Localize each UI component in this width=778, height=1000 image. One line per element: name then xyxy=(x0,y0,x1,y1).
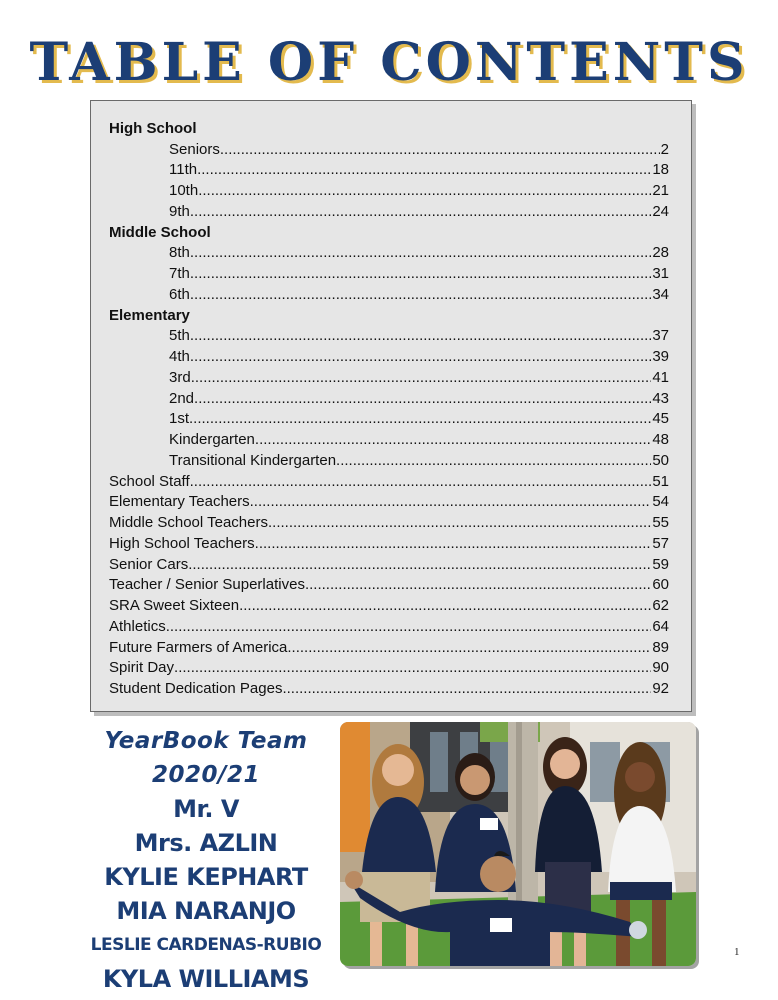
toc-entry xyxy=(109,283,669,304)
toc-entry-label: Teacher / Senior Superlatives xyxy=(109,576,305,594)
yearbook-team xyxy=(80,724,332,996)
team-heading: YearBook Team 2020/21 xyxy=(104,728,308,788)
team-member: LESLIE CARDENAS-RUBIO xyxy=(90,935,322,955)
toc-section-heading xyxy=(109,304,669,325)
team-member: MIA NARANJO xyxy=(116,897,296,925)
toc-entry-label: Middle School xyxy=(109,223,211,241)
toc-entry-label: High School xyxy=(109,119,197,137)
toc-page-number: 41 xyxy=(652,368,669,386)
toc-entry xyxy=(109,449,669,470)
toc-entry xyxy=(109,366,669,387)
toc-page-number: 48 xyxy=(652,431,669,448)
team-member: KYLIE KEPHART xyxy=(104,863,308,891)
toc-page-number: 59 xyxy=(652,555,669,573)
toc-entry xyxy=(109,553,669,574)
toc-entry xyxy=(109,428,669,449)
toc-page-number: 24 xyxy=(652,202,669,220)
toc-entry-label: 10th xyxy=(169,182,199,199)
toc-page-number: 51 xyxy=(652,472,669,490)
toc-entry xyxy=(109,532,669,553)
toc-leader-dots xyxy=(268,514,651,532)
toc-entry xyxy=(109,325,669,346)
team-member: Mrs. AZLIN xyxy=(134,829,278,857)
toc-page-number: 89 xyxy=(652,638,669,656)
toc-entry-label: Seniors xyxy=(169,140,220,158)
toc-leader-dots xyxy=(197,161,651,179)
toc-entry xyxy=(109,511,669,532)
toc-page-number: 62 xyxy=(652,597,669,614)
toc-entry xyxy=(109,574,669,595)
toc-leader-dots xyxy=(336,452,651,470)
toc-page-number: 34 xyxy=(652,285,669,303)
toc-entry-label: Athletics xyxy=(109,617,166,635)
toc-entry-label: Elementary xyxy=(109,306,190,324)
toc-entry xyxy=(109,677,669,698)
toc-leader-dots xyxy=(305,576,651,594)
toc-page-number: 50 xyxy=(652,451,669,469)
toc-entry-label: 5th xyxy=(169,327,190,345)
toc-entry xyxy=(109,408,669,429)
toc-leader-dots xyxy=(194,390,651,408)
toc-page-number: 39 xyxy=(652,348,669,365)
toc-page-number: 57 xyxy=(652,534,669,552)
toc-leader-dots xyxy=(190,286,651,304)
toc-leader-dots xyxy=(190,348,651,366)
toc-entry xyxy=(109,345,669,366)
toc-entry-label: School Staff xyxy=(109,472,190,490)
toc-page-number: 90 xyxy=(652,659,669,677)
toc-page-number: 45 xyxy=(652,410,669,428)
page-title: TABLE OF CONTENTS xyxy=(29,32,749,93)
toc-entry xyxy=(109,594,669,615)
toc-entry xyxy=(109,159,669,180)
toc-entry xyxy=(109,262,669,283)
toc-entry-label: Student Dedication Pages xyxy=(109,680,283,697)
page-number: 1 xyxy=(734,946,740,958)
toc-entry xyxy=(109,615,669,636)
toc-page-number: 18 xyxy=(652,161,669,179)
toc-entry-label: Spirit Day xyxy=(109,659,175,677)
toc-entry-label: Future Farmers of America xyxy=(109,638,288,656)
group-photo-icon xyxy=(340,722,696,966)
team-member: Mr. V xyxy=(173,795,239,823)
toc-leader-dots xyxy=(250,493,652,511)
toc-leader-dots xyxy=(191,369,652,387)
toc-leader-dots xyxy=(190,327,651,345)
team-photo xyxy=(340,722,696,966)
toc-entry-label: Senior Cars xyxy=(109,555,189,573)
toc-leader-dots xyxy=(239,597,651,615)
toc-leader-dots xyxy=(282,680,651,698)
toc-leader-dots xyxy=(255,431,651,449)
toc-list xyxy=(109,117,669,698)
toc-page-number: 43 xyxy=(652,389,669,407)
toc-entry xyxy=(109,491,669,512)
toc-entry-label: 1st xyxy=(169,410,190,428)
toc-entry xyxy=(109,657,669,678)
toc-leader-dots xyxy=(174,659,651,677)
toc-entry-label: 3rd xyxy=(169,368,191,386)
toc-entry-label: Kindergarten xyxy=(169,431,255,448)
toc-leader-dots xyxy=(198,182,651,200)
toc-entry-label: 8th xyxy=(169,244,190,262)
toc-entry xyxy=(109,179,669,200)
toc-entry xyxy=(109,636,669,657)
toc-entry-label: 9th xyxy=(169,202,190,220)
toc-leader-dots xyxy=(190,203,651,221)
toc-page-number: 37 xyxy=(652,327,669,345)
toc-leader-dots xyxy=(189,410,651,428)
toc-page-number: 60 xyxy=(652,576,669,594)
toc-page-number: 64 xyxy=(652,617,669,635)
toc-page-number: 28 xyxy=(652,244,669,262)
toc-entry xyxy=(109,387,669,408)
toc-entry-label: Middle School Teachers xyxy=(109,514,268,531)
toc-entry-label: 4th xyxy=(169,348,190,365)
toc-entry-label: Transitional Kindergarten xyxy=(169,451,337,469)
toc-page-number: 21 xyxy=(652,182,669,199)
toc-leader-dots xyxy=(190,473,652,491)
toc-entry-label: 6th xyxy=(169,285,190,303)
toc-entry-label: Elementary Teachers xyxy=(109,493,250,511)
toc-page-number: 92 xyxy=(652,680,669,697)
toc-entry xyxy=(109,200,669,221)
toc-page-number: 31 xyxy=(652,265,669,282)
table-of-contents xyxy=(90,100,692,712)
toc-leader-dots xyxy=(190,244,651,262)
toc-page-number: 2 xyxy=(660,140,669,158)
toc-page-number: 54 xyxy=(652,493,669,511)
toc-entry xyxy=(109,242,669,263)
toc-leader-dots xyxy=(166,618,652,636)
toc-entry-label: 7th xyxy=(169,265,190,282)
toc-leader-dots xyxy=(287,639,651,657)
toc-entry xyxy=(109,470,669,491)
toc-leader-dots xyxy=(188,556,651,574)
toc-page-number: 55 xyxy=(652,514,669,531)
toc-section-heading xyxy=(109,221,669,242)
toc-entry-label: SRA Sweet Sixteen xyxy=(109,597,240,614)
team-member: KYLA WILLIAMS xyxy=(102,965,310,993)
toc-entry-label: High School Teachers xyxy=(109,534,255,552)
toc-entry-label: 2nd xyxy=(169,389,195,407)
toc-section-heading xyxy=(109,117,669,138)
toc-entry xyxy=(109,138,669,159)
toc-leader-dots xyxy=(220,141,660,159)
toc-leader-dots xyxy=(255,535,652,553)
toc-entry-label: 11th xyxy=(169,161,198,179)
toc-leader-dots xyxy=(190,265,651,283)
